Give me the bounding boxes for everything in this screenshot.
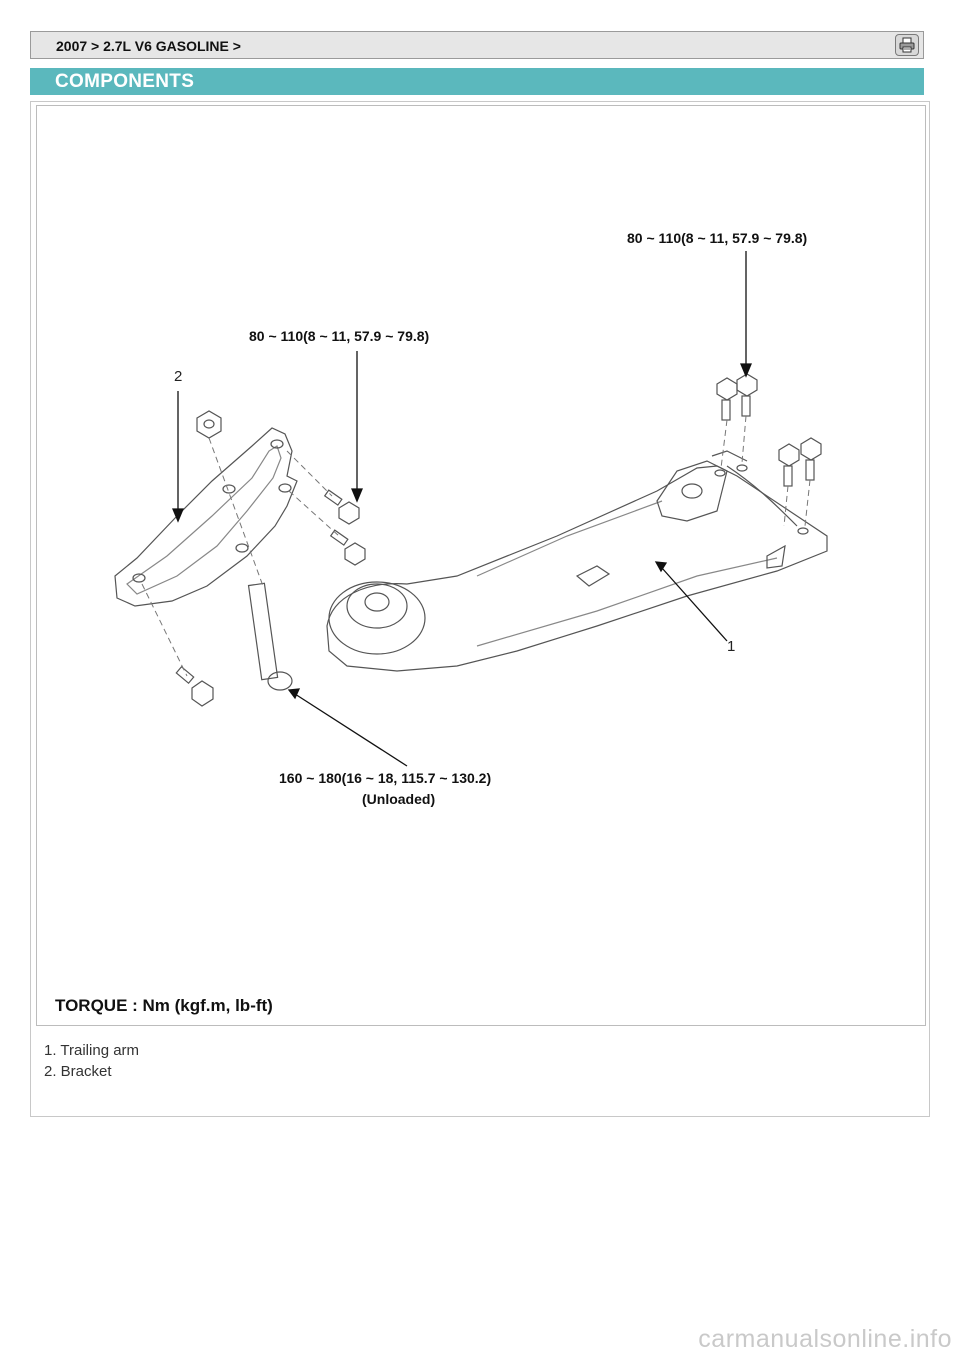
parts-legend — [44, 1040, 139, 1082]
watermark: carmanualsonline.info — [698, 1325, 952, 1353]
print-button[interactable] — [895, 34, 919, 56]
item-number-2: 2 — [174, 368, 183, 385]
bolt-center-upper — [325, 490, 359, 524]
breadcrumb: 2007 > 2.7L V6 GASOLINE > — [56, 38, 241, 54]
long-bolt-head — [268, 672, 292, 690]
bolt-upper-right-1 — [717, 378, 737, 420]
breadcrumb-bar — [30, 31, 924, 59]
components-figure — [36, 105, 926, 1026]
torque-callout-top-right: 80 ~ 110(8 ~ 11, 57.9 ~ 79.8) — [627, 230, 808, 246]
bolt-right-2 — [801, 438, 821, 480]
torque-callout-bottom-note: (Unloaded) — [362, 791, 436, 807]
legend-item: 1. Trailing arm — [44, 1042, 140, 1059]
printer-icon — [899, 37, 915, 53]
torque-callout-bottom: 160 ~ 180(16 ~ 18, 115.7 ~ 130.2) — [279, 770, 492, 786]
trailing-arm-outline — [327, 466, 827, 671]
nut — [197, 411, 221, 438]
item-number-1: 1 — [727, 638, 736, 655]
section-header — [30, 68, 924, 95]
bolt-left-bottom — [176, 667, 213, 706]
bolt-upper-right-2 — [737, 374, 757, 416]
torque-unit-label: TORQUE : Nm (kgf.m, lb-ft) — [55, 996, 273, 1015]
bolt-center-lower — [331, 530, 365, 565]
legend-item: 2. Bracket — [44, 1063, 112, 1080]
bracket-outline — [115, 428, 297, 606]
torque-callout-top-left: 80 ~ 110(8 ~ 11, 57.9 ~ 79.8) — [249, 328, 430, 344]
section-title: COMPONENTS — [55, 71, 195, 92]
bolt-right-1 — [779, 444, 799, 486]
